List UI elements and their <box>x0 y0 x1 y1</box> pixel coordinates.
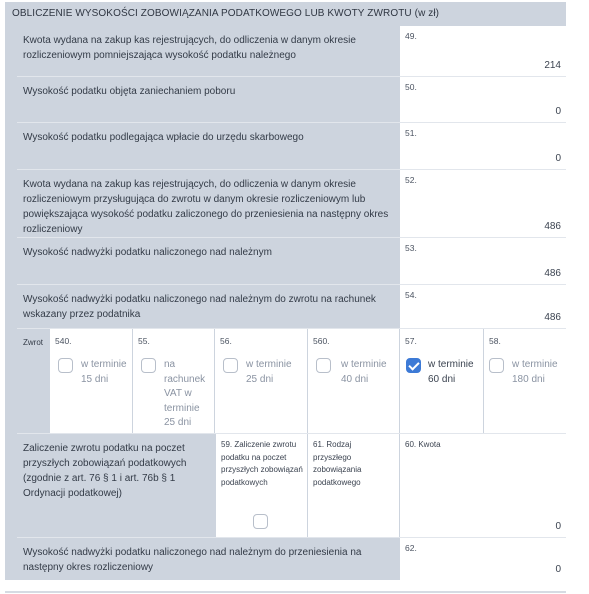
field-row-49 <box>17 26 566 76</box>
checkbox-59[interactable] <box>253 514 268 529</box>
zwrot-option-55 <box>133 329 214 433</box>
field-label: Wysokość podatku podlegająca wpłacie do urzędu skarbowego <box>17 123 399 169</box>
field-number: 560. <box>313 336 330 346</box>
field-number: 58. <box>489 336 501 346</box>
field-60-cell[interactable] <box>400 434 566 537</box>
field-row-62 <box>17 538 566 580</box>
option-text: na rachunek VAT w terminie 25 dni <box>164 359 206 428</box>
field-value-cell[interactable] <box>400 238 566 284</box>
zwrot-option-56 <box>215 329 307 433</box>
field-amount: 486 <box>544 312 561 323</box>
field-value-cell[interactable] <box>400 26 566 76</box>
field-61-label: 61. Rodzaj przyszłego zobowiązania podatkowego <box>313 440 362 487</box>
zaliczenie-row <box>17 434 566 537</box>
field-59-cell <box>216 434 307 537</box>
field-value-cell[interactable] <box>400 77 566 122</box>
field-amount: 0 <box>555 521 561 532</box>
field-number: 49. <box>405 31 417 41</box>
option-text: w terminie 25 dni <box>246 359 292 385</box>
field-number: 54. <box>405 290 417 300</box>
checkbox-58[interactable] <box>489 358 504 373</box>
field-amount: 0 <box>555 564 561 575</box>
field-value-cell[interactable] <box>400 170 566 237</box>
field-amount: 486 <box>544 221 561 232</box>
field-number: 540. <box>55 336 72 346</box>
tax-calculation-section <box>5 2 566 580</box>
field-label: Wysokość nadwyżki podatku naliczonego nad należnym do przeniesienia na następny okres rozliczeniowy <box>17 538 399 580</box>
field-label: Kwota wydana na zakup kas rejestrujących, do odliczenia w danym okresie rozliczeniowym pomniejszająca wysokość podatku należnego <box>17 26 399 76</box>
field-number: 52. <box>405 175 417 185</box>
checkbox-540[interactable] <box>58 358 73 373</box>
field-value-cell[interactable] <box>400 123 566 169</box>
field-row-53 <box>17 238 566 284</box>
checkbox-55[interactable] <box>141 358 156 373</box>
field-60-label: 60. Kwota <box>405 440 441 449</box>
option-text: w terminie 15 dni <box>81 359 127 385</box>
field-row-51 <box>17 123 566 169</box>
field-row-52 <box>17 170 566 237</box>
field-amount: 214 <box>544 60 561 71</box>
field-number: 57. <box>405 336 417 346</box>
option-text: w terminie 40 dni <box>341 359 387 385</box>
field-number: 62. <box>405 543 417 553</box>
field-label: Wysokość podatku objęta zaniechaniem poboru <box>17 77 399 122</box>
field-number: 56. <box>220 336 232 346</box>
field-label: Kwota wydana na zakup kas rejestrujących, do odliczenia w danym okresie rozliczeniowym przysługująca do zwrotu w danym okresie rozliczeniowym lub powiększająca wysokość podatku zaliczonego do przeniesienia na następny okres rozliczeniowy <box>17 170 399 237</box>
option-text: w terminie 60 dni <box>428 359 474 385</box>
option-text: w terminie 180 dni <box>512 359 558 385</box>
section-bottom-border <box>5 591 566 593</box>
field-label: Wysokość nadwyżki podatku naliczonego nad należnym <box>17 238 399 284</box>
checkbox-560[interactable] <box>316 358 331 373</box>
field-row-50 <box>17 77 566 122</box>
zwrot-option-540 <box>50 329 132 433</box>
checkbox-56[interactable] <box>223 358 238 373</box>
field-value-cell[interactable] <box>400 538 566 580</box>
field-number: 53. <box>405 243 417 253</box>
field-number: 55. <box>138 336 150 346</box>
field-61-cell[interactable] <box>308 434 399 537</box>
field-number: 50. <box>405 82 417 92</box>
field-59-label: 59. Zaliczenie zwrotu podatku na poczet przyszłych zobowiązań podatkowych <box>221 440 303 487</box>
section-header: OBLICZENIE WYSOKOŚCI ZOBOWIĄZANIA PODATKOWEGO LUB KWOTY ZWROTU (w zł) <box>12 8 440 19</box>
field-value-cell[interactable] <box>400 285 566 328</box>
field-amount: 0 <box>555 153 561 164</box>
checkbox-57[interactable] <box>406 358 421 373</box>
zwrot-row <box>17 329 566 433</box>
zwrot-option-560 <box>308 329 399 433</box>
zwrot-label: Zwrot <box>17 329 49 433</box>
field-amount: 0 <box>555 106 561 117</box>
zwrot-option-57 <box>400 329 483 433</box>
field-row-54 <box>17 285 566 328</box>
field-amount: 486 <box>544 268 561 279</box>
zwrot-option-58 <box>484 329 566 433</box>
field-number: 51. <box>405 128 417 138</box>
field-label: Wysokość nadwyżki podatku naliczonego nad należnym do zwrotu na rachunek wskazany przez podatnika <box>17 285 399 328</box>
zaliczenie-label: Zaliczenie zwrotu podatku na poczet przyszłych zobowiązań podatkowych (zgodnie z art. 76 § 1 i art. 76b § 1 Ordynacji podatkowej) <box>17 434 215 537</box>
